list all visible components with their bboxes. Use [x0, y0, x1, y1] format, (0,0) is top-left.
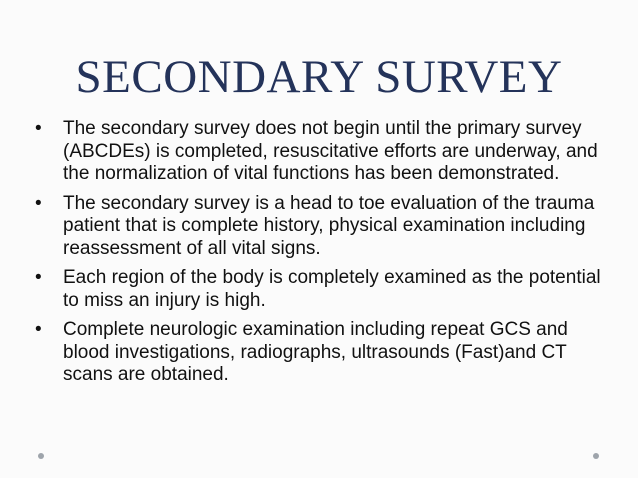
bullet-item: [34, 193, 604, 261]
bullet-item: [34, 267, 604, 312]
bullet-icon: •: [35, 319, 42, 340]
bullet-text: Each region of the body is completely examined as the potential to miss an injury is high.: [63, 267, 601, 311]
bullet-text: Complete neurologic examination including repeat GCS and blood investigations, radiographs, ultrasounds (Fast)and CT scans are obtained.: [63, 319, 568, 385]
bullet-text: The secondary survey does not begin until the primary survey (ABCDEs) is completed, resuscitative efforts are underway, and the normalization of vital functions has been demonstrated.: [63, 118, 598, 184]
bullet-icon: •: [35, 267, 42, 288]
slide-title: SECONDARY SURVEY: [75, 51, 563, 103]
corner-dot-right: [593, 453, 599, 459]
corner-dot-left: [38, 453, 44, 459]
bullet-item: [34, 319, 604, 387]
bullet-icon: •: [35, 192, 42, 214]
bullet-icon: •: [35, 118, 42, 139]
bullet-text: The secondary survey is a head to toe evaluation of the trauma patient that is complete history, physical examination including reassessment of all vital signs.: [63, 192, 595, 259]
bullet-list: [34, 118, 604, 394]
bullet-item: [34, 118, 604, 186]
